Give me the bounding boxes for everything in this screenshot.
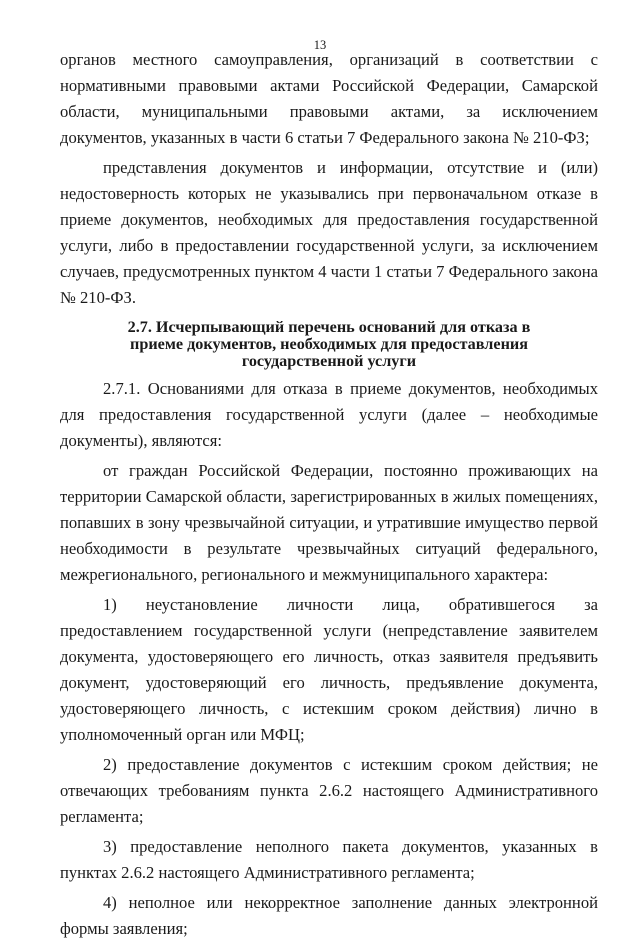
- list-item: 1) неустановление личности лица, обратившегося за предоставлением государственной услуги (непредставление заявителем документа, удостоверяющего его личность, отказ заявителя предъявить документ, удостоверяющий его личность, предъявление документа, удостоверяющего личность, с истекшим сроком действия) лично в уполномоченный орган или МФЦ;: [60, 595, 598, 744]
- paragraph: от граждан Российской Федерации, постоянно проживающих на территории Самарской области, зарегистрированных в жилых помещениях, попавших в зону чрезвычайной ситуации, и утратившие имущество первой необходимости в результате чрезвычайных ситуаций федерального, межрегионального, регионального и межмуниципального характера:: [60, 461, 598, 584]
- list-item: 3) предоставление неполного пакета документов, указанных в пунктах 2.6.2 настоящего Административного регламента;: [60, 837, 598, 882]
- list-item: 2) предоставление документов с истекшим сроком действия; не отвечающих требованиям пункта 2.6.2 настоящего Административного регламента;: [60, 755, 598, 826]
- paragraph: представления документов и информации, отсутствие и (или) недостоверность которых не указывались при первоначальном отказе в приеме документов, необходимых для предоставления государственной услуги, либо в предоставлении государственной услуги, за исключением случаев, предусмотренных пунктом 4 части 1 статьи 7 Федерального закона № 210-ФЗ.: [60, 158, 598, 307]
- list-item: 4) неполное или некорректное заполнение данных электронной формы заявления;: [60, 893, 598, 938]
- section-heading: 2.7. Исчерпывающий перечень оснований для отказа в приеме документов, необходимых для предоставления государственной услуги: [127, 318, 531, 370]
- page-number: 13: [313, 38, 327, 52]
- paragraph: органов местного самоуправления, организаций в соответствии с нормативными правовыми актами Российской Федерации, Самарской области, муниципальными правовыми актами, за исключением документов, указанных в части 6 статьи 7 Федерального закона № 210-ФЗ;: [60, 50, 598, 147]
- paragraph: 2.7.1. Основаниями для отказа в приеме документов, необходимых для предоставления государственной услуги (далее – необходимые документы), являются:: [60, 379, 598, 450]
- document-body: [60, 47, 598, 942]
